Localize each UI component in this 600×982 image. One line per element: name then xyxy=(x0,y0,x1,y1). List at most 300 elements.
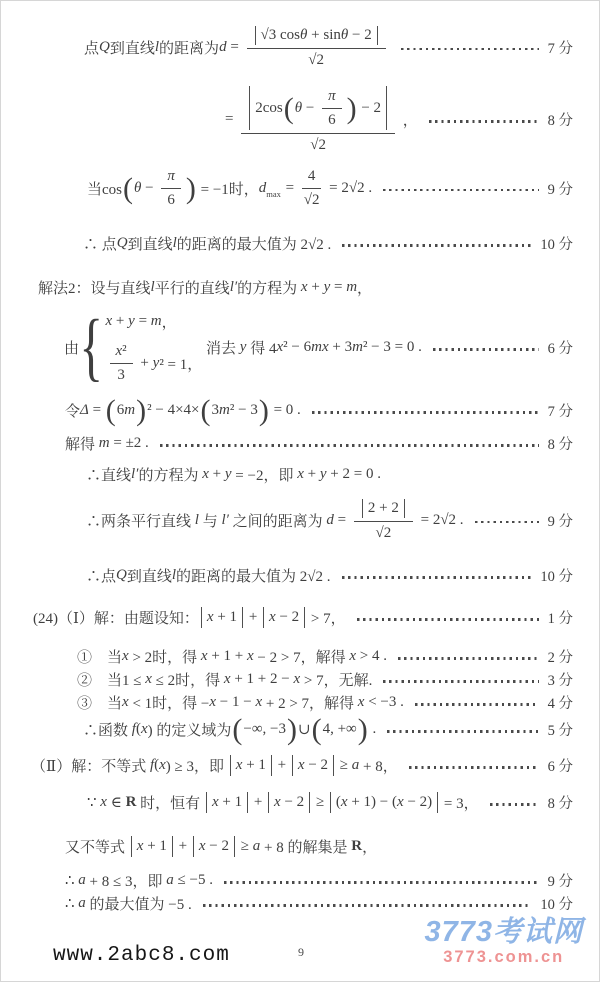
score-label: 10 分 xyxy=(540,569,573,585)
text-run: ≥ xyxy=(336,757,352,773)
numerator xyxy=(110,342,133,364)
solution-line-21 xyxy=(65,893,573,914)
dot-leader xyxy=(224,881,539,884)
fraction xyxy=(354,498,413,542)
math-variable: mx xyxy=(311,339,329,355)
text-run: 到直线 xyxy=(109,40,155,57)
text-run: 解法2：设与直线 xyxy=(38,281,151,297)
math-variable: π xyxy=(328,88,336,104)
logo-domain-text: 3773.com.cn xyxy=(443,948,565,967)
math-variable: Q xyxy=(116,235,128,251)
text-run: − xyxy=(302,99,319,116)
text-run: ( xyxy=(154,757,160,773)
line-content xyxy=(77,669,372,690)
solution-line-8 xyxy=(65,433,573,454)
solution-line-6 xyxy=(64,305,573,390)
math-variable: x xyxy=(255,694,263,710)
score-label: 5 分 xyxy=(547,723,573,739)
close-paren: ) xyxy=(346,91,357,125)
math-variable: y xyxy=(224,466,232,482)
text-run: + 2 > 7，解得 xyxy=(262,696,358,712)
math-variable: x xyxy=(247,648,254,664)
text-run: 的距离的最大值为 2√2 . xyxy=(176,569,331,585)
text-run: − 2 xyxy=(357,99,382,116)
dot-leader xyxy=(415,703,539,706)
text-run: − 2 xyxy=(280,794,305,810)
text-run: . xyxy=(368,721,377,737)
math-variable: m xyxy=(219,402,230,418)
denominator xyxy=(328,109,336,129)
open-paren: ( xyxy=(200,394,211,427)
math-variable: x xyxy=(206,609,214,625)
fraction xyxy=(241,85,395,154)
fraction xyxy=(110,342,133,384)
math-variable: x xyxy=(274,794,281,810)
text-run: + 8， xyxy=(359,759,398,775)
numerator xyxy=(302,167,322,189)
denominator xyxy=(167,189,175,209)
text-run: ² xyxy=(122,343,127,359)
numerator xyxy=(354,498,413,522)
parenthesis-group xyxy=(283,87,358,129)
math-variable: d xyxy=(258,179,267,196)
math-variable: l′ xyxy=(131,466,139,482)
math-variable: x xyxy=(122,694,129,710)
text-run: ² = 1， xyxy=(159,356,203,373)
math-variable: x xyxy=(145,671,152,687)
math-variable: x xyxy=(115,343,123,359)
line-content xyxy=(65,433,149,454)
text-run: 3 xyxy=(117,367,125,383)
dot-leader xyxy=(398,657,539,660)
text-run: − 2 xyxy=(205,838,230,854)
text-run: 的最大值为 −5 . xyxy=(85,897,192,913)
text-run: ² − 6 xyxy=(283,339,312,355)
text-run: 得 4 xyxy=(246,341,277,357)
open-paren: ( xyxy=(283,91,294,125)
solution-line-20 xyxy=(65,870,573,891)
text-run: 令 xyxy=(65,404,81,420)
line-content xyxy=(77,692,404,713)
text-run: √2 xyxy=(310,137,326,153)
absolute-value xyxy=(255,26,378,45)
dot-leader xyxy=(342,576,532,579)
dot-leader xyxy=(433,348,539,351)
score-label: 8 分 xyxy=(547,113,573,129)
text-run: ① 当 xyxy=(77,650,123,666)
text-run: ② 当1 ≤ xyxy=(77,673,146,689)
text-run: ( xyxy=(335,794,341,810)
dot-leader xyxy=(383,189,539,192)
line-content xyxy=(65,394,301,427)
text-run: 的方程为 xyxy=(237,281,301,297)
numerator xyxy=(247,25,386,49)
text-run: 4, +∞ xyxy=(322,721,357,737)
math-variable: y xyxy=(323,279,331,295)
text-run: ∴ 点 xyxy=(83,237,117,253)
text-run: + xyxy=(273,757,290,773)
line-content xyxy=(83,233,331,254)
math-variable: l xyxy=(154,38,160,55)
dot-leader xyxy=(357,618,539,621)
system-brace: { xyxy=(79,305,104,390)
text-run: + sin xyxy=(307,27,341,43)
text-run: + xyxy=(208,466,225,482)
solution-line-13 xyxy=(77,646,573,667)
math-variable: x xyxy=(159,757,166,773)
math-variable: a xyxy=(78,872,86,888)
text-run: ≤ −5 . xyxy=(173,872,213,888)
text-run: < −3 . xyxy=(364,694,404,710)
page-number: 9 xyxy=(298,945,304,959)
text-run: ≥ xyxy=(237,838,253,854)
text-run: = xyxy=(330,279,347,295)
denominator xyxy=(376,522,392,542)
math-variable: x xyxy=(397,794,404,810)
math-variable: x xyxy=(122,648,129,664)
solution-line-14 xyxy=(77,669,573,690)
score-label: 3 分 xyxy=(547,673,573,689)
math-variable: y xyxy=(152,354,160,371)
text-run: ) ≥ 3，即 xyxy=(165,759,228,775)
text-run: ， xyxy=(357,281,373,297)
text-run: 6 xyxy=(116,402,125,418)
math-variable: a xyxy=(78,895,86,911)
absolute-value xyxy=(201,607,243,628)
solution-line-10 xyxy=(86,498,573,542)
text-run: − 2 xyxy=(304,757,329,773)
subscript: max xyxy=(266,189,281,199)
math-variable: x xyxy=(293,671,301,687)
watermark-url: www.2abc8.com xyxy=(53,944,230,967)
dot-leader xyxy=(401,48,539,51)
absolute-value xyxy=(292,755,334,776)
parenthesis-group xyxy=(105,394,147,427)
text-run: 之间的距离为 xyxy=(228,513,327,530)
line-content xyxy=(86,565,331,586)
solution-line-4 xyxy=(83,233,573,254)
absolute-value xyxy=(263,607,305,628)
parenthesis-group xyxy=(122,167,197,209)
dot-leader xyxy=(160,444,539,447)
math-variable: y xyxy=(128,313,135,329)
absolute-value xyxy=(193,836,235,857)
denominator xyxy=(308,49,324,69)
text-run: + 1 xyxy=(218,794,243,810)
open-paren: ( xyxy=(105,394,116,427)
text-run: 消去 xyxy=(202,341,240,357)
open-paren: ( xyxy=(232,713,243,746)
text-run: > 4 . xyxy=(356,648,387,664)
text-run: + xyxy=(303,466,320,482)
line-content xyxy=(83,713,377,746)
math-variable: x xyxy=(297,466,304,482)
text-run: 点 xyxy=(84,40,100,57)
text-run: ∵ xyxy=(87,795,101,811)
absolute-value xyxy=(206,792,248,813)
math-variable: l xyxy=(150,279,155,295)
math-variable: x xyxy=(297,757,305,773)
math-variable: f xyxy=(131,721,136,737)
dot-leader xyxy=(342,244,531,247)
math-variable: x xyxy=(269,609,276,625)
close-paren: ) xyxy=(258,394,269,427)
solution-line-12 xyxy=(33,607,573,628)
absolute-value xyxy=(230,755,272,776)
math-variable: a xyxy=(166,872,174,888)
text-run: > 7， xyxy=(307,611,346,627)
text-run: ² − 4×4× xyxy=(147,402,200,418)
fraction xyxy=(322,87,342,129)
text-run: 解得 xyxy=(65,437,99,453)
line-content xyxy=(38,277,372,298)
text-run: 的距离为 xyxy=(159,40,220,57)
math-variable: a xyxy=(351,757,360,773)
text-run: = −1时， xyxy=(196,181,259,198)
text-run: ² − 3 = 0 . xyxy=(362,339,422,355)
logo-title-text: 3773考试网 xyxy=(424,916,583,948)
text-run: 又不等式 xyxy=(65,840,129,856)
dot-leader xyxy=(387,730,538,733)
line-content xyxy=(87,792,479,813)
math-variable: θ xyxy=(294,99,303,116)
text-run: = 2√2 . xyxy=(325,179,373,196)
denominator xyxy=(310,134,326,154)
text-run: − xyxy=(141,179,158,196)
math-variable: x xyxy=(235,757,243,773)
score-label: 9 分 xyxy=(547,181,573,198)
math-variable: x xyxy=(100,794,107,810)
absolute-value xyxy=(362,499,405,518)
bold-symbol: R xyxy=(351,838,363,854)
score-label: 1 分 xyxy=(547,611,573,627)
text-run: −∞, −3 xyxy=(243,721,286,737)
open-paren: ( xyxy=(311,713,322,746)
parenthesis-group xyxy=(200,394,270,427)
parenthesis-group xyxy=(231,713,298,746)
bold-symbol: R xyxy=(125,794,137,810)
math-variable: x xyxy=(202,466,209,482)
text-run: + xyxy=(307,279,324,295)
text-run: 的方程为 xyxy=(138,468,203,484)
text-run: − 1 − xyxy=(216,694,256,710)
math-variable: m xyxy=(124,402,136,418)
open-paren: ( xyxy=(123,171,133,205)
text-run: ∪ xyxy=(297,722,311,738)
fraction xyxy=(161,167,181,209)
text-run: 4 xyxy=(307,168,316,184)
solution-line-3 xyxy=(87,167,573,209)
numerator xyxy=(241,85,395,134)
math-variable: m xyxy=(346,279,358,295)
solution-line-17 xyxy=(31,755,573,776)
text-run: 与 xyxy=(198,513,222,530)
text-run: = 0 . xyxy=(269,402,301,418)
text-run: + 1 xyxy=(143,838,167,854)
text-run: ∴ xyxy=(65,896,79,912)
line-content xyxy=(87,167,372,209)
math-variable: x xyxy=(105,313,113,329)
text-run: + 1 + 2 − xyxy=(230,671,294,687)
denominator xyxy=(117,364,125,384)
text-run: = xyxy=(134,313,151,329)
math-variable: x xyxy=(276,339,284,355)
math-variable: x xyxy=(200,648,208,664)
math-variable: x xyxy=(140,721,148,737)
text-run: = 2√2 . xyxy=(416,511,464,528)
solution-line-2 xyxy=(225,85,573,154)
text-run: > 2时，得 xyxy=(128,650,201,666)
solution-line-18 xyxy=(87,792,573,813)
math-variable: m xyxy=(352,339,363,355)
math-variable: d xyxy=(219,38,227,55)
text-run: ∴ xyxy=(65,873,79,889)
text-run: ≥ xyxy=(312,794,328,810)
text-run: + 1 + xyxy=(207,648,247,664)
text-run: + 1 xyxy=(242,757,266,773)
text-run: − 2 > 7，解得 xyxy=(253,650,350,666)
close-paren: ) xyxy=(136,394,147,427)
solution-line-5 xyxy=(38,277,372,298)
math-variable: l xyxy=(172,235,177,251)
math-variable: l′ xyxy=(229,279,238,295)
line-content xyxy=(33,607,346,628)
text-run: 由 xyxy=(64,341,80,357)
equation-system xyxy=(79,305,203,390)
text-run: = xyxy=(225,111,238,127)
text-run: 3 xyxy=(211,402,220,418)
text-run: √2 xyxy=(303,192,320,208)
fraction xyxy=(247,25,386,69)
dot-leader xyxy=(490,803,539,806)
close-paren: ) xyxy=(185,171,196,205)
text-run: 到直线 xyxy=(127,237,173,253)
score-label: 8 分 xyxy=(547,437,573,453)
math-variable: l′ xyxy=(221,511,229,528)
line-content xyxy=(65,893,192,914)
text-run: = xyxy=(281,179,298,196)
text-run: + 1 xyxy=(213,609,238,625)
score-label: 6 分 xyxy=(547,759,573,775)
text-run: ∴函数 xyxy=(83,723,132,739)
text-run: ， xyxy=(362,840,378,856)
math-variable: x xyxy=(211,794,219,810)
text-run: (24)（Ⅰ）解：由题设知： xyxy=(33,611,199,627)
text-run: = xyxy=(88,402,105,418)
score-label: 8 分 xyxy=(547,796,573,812)
text-run: 6 xyxy=(328,112,336,128)
score-label: 9 分 xyxy=(547,874,573,890)
absolute-value xyxy=(249,86,387,130)
score-label: 9 分 xyxy=(547,513,573,530)
absolute-value xyxy=(268,792,310,813)
math-variable: f xyxy=(149,757,155,773)
math-variable: x xyxy=(209,694,217,710)
text-run: − 2 xyxy=(275,609,300,625)
math-variable: l xyxy=(194,511,199,528)
dot-leader xyxy=(475,521,539,524)
text-run: ∴点 xyxy=(86,569,117,585)
text-run: √2 xyxy=(375,525,392,541)
math-variable: x xyxy=(340,794,348,810)
text-run: + 8 ≤ 3，即 xyxy=(85,874,167,890)
text-run: + 3 xyxy=(328,339,353,355)
solution-line-16 xyxy=(83,713,573,746)
close-paren: ) xyxy=(286,713,297,746)
text-run: = 3， xyxy=(440,796,479,812)
math-variable: π xyxy=(167,168,175,184)
solution-line-19 xyxy=(65,836,377,857)
text-run: + xyxy=(112,313,129,329)
text-run: = ±2 . xyxy=(109,435,149,451)
text-run: √2 xyxy=(308,52,324,68)
text-run: > 7，无解. xyxy=(300,673,373,689)
text-run: + xyxy=(245,609,262,625)
math-variable: Δ xyxy=(80,402,89,418)
parenthesis-group xyxy=(311,713,369,746)
denominator xyxy=(304,189,320,209)
text-run: + xyxy=(174,838,191,854)
text-run: + xyxy=(250,794,267,810)
text-run: 2 + 2 xyxy=(367,500,399,516)
line-content xyxy=(31,755,398,776)
absolute-value xyxy=(330,792,438,813)
fraction xyxy=(302,167,322,209)
score-label: 7 分 xyxy=(547,40,573,57)
line-content xyxy=(65,870,213,891)
numerator xyxy=(322,87,342,109)
site-logo xyxy=(424,917,583,967)
text-run: 6 xyxy=(167,192,175,208)
system-row xyxy=(106,311,177,332)
solution-line-9 xyxy=(86,464,381,485)
text-run: − 2) xyxy=(403,794,433,810)
text-run: 的距离的最大值为 2√2 . xyxy=(176,237,332,253)
math-variable: l xyxy=(171,567,177,583)
solution-line-11 xyxy=(86,565,573,586)
math-variable: θ xyxy=(340,27,349,43)
text-run: 时，恒有 xyxy=(136,796,204,812)
line-content xyxy=(64,305,422,390)
dot-leader xyxy=(383,680,538,683)
numerator xyxy=(161,167,181,189)
score-label: 6 分 xyxy=(547,341,573,357)
line-content xyxy=(86,498,464,542)
text-run: = −2，即 xyxy=(231,468,298,484)
text-run: ③ 当 xyxy=(77,696,123,712)
text-run: 到直线 xyxy=(126,569,172,585)
solution-line-1 xyxy=(84,25,573,69)
system-row xyxy=(106,342,203,384)
math-variable: d xyxy=(326,511,334,528)
math-variable: Q xyxy=(99,38,110,55)
text-run: ) 的定义域为 xyxy=(147,723,232,739)
text-run: − 2 xyxy=(348,27,372,43)
text-run: ( xyxy=(135,721,141,737)
math-variable: x xyxy=(198,838,206,854)
solution-line-15 xyxy=(77,692,573,713)
text-run: √3 cos xyxy=(260,27,301,43)
text-run: ∴直线 xyxy=(86,468,132,484)
line-content xyxy=(86,464,381,485)
text-run: = xyxy=(226,38,243,55)
text-run: 当cos xyxy=(87,181,122,198)
math-variable: y xyxy=(319,466,327,482)
close-paren: ) xyxy=(357,713,368,746)
text-run: ² − 3 xyxy=(229,402,258,418)
text-run: < 1时，得 − xyxy=(128,696,210,712)
text-run: ， xyxy=(161,315,177,331)
